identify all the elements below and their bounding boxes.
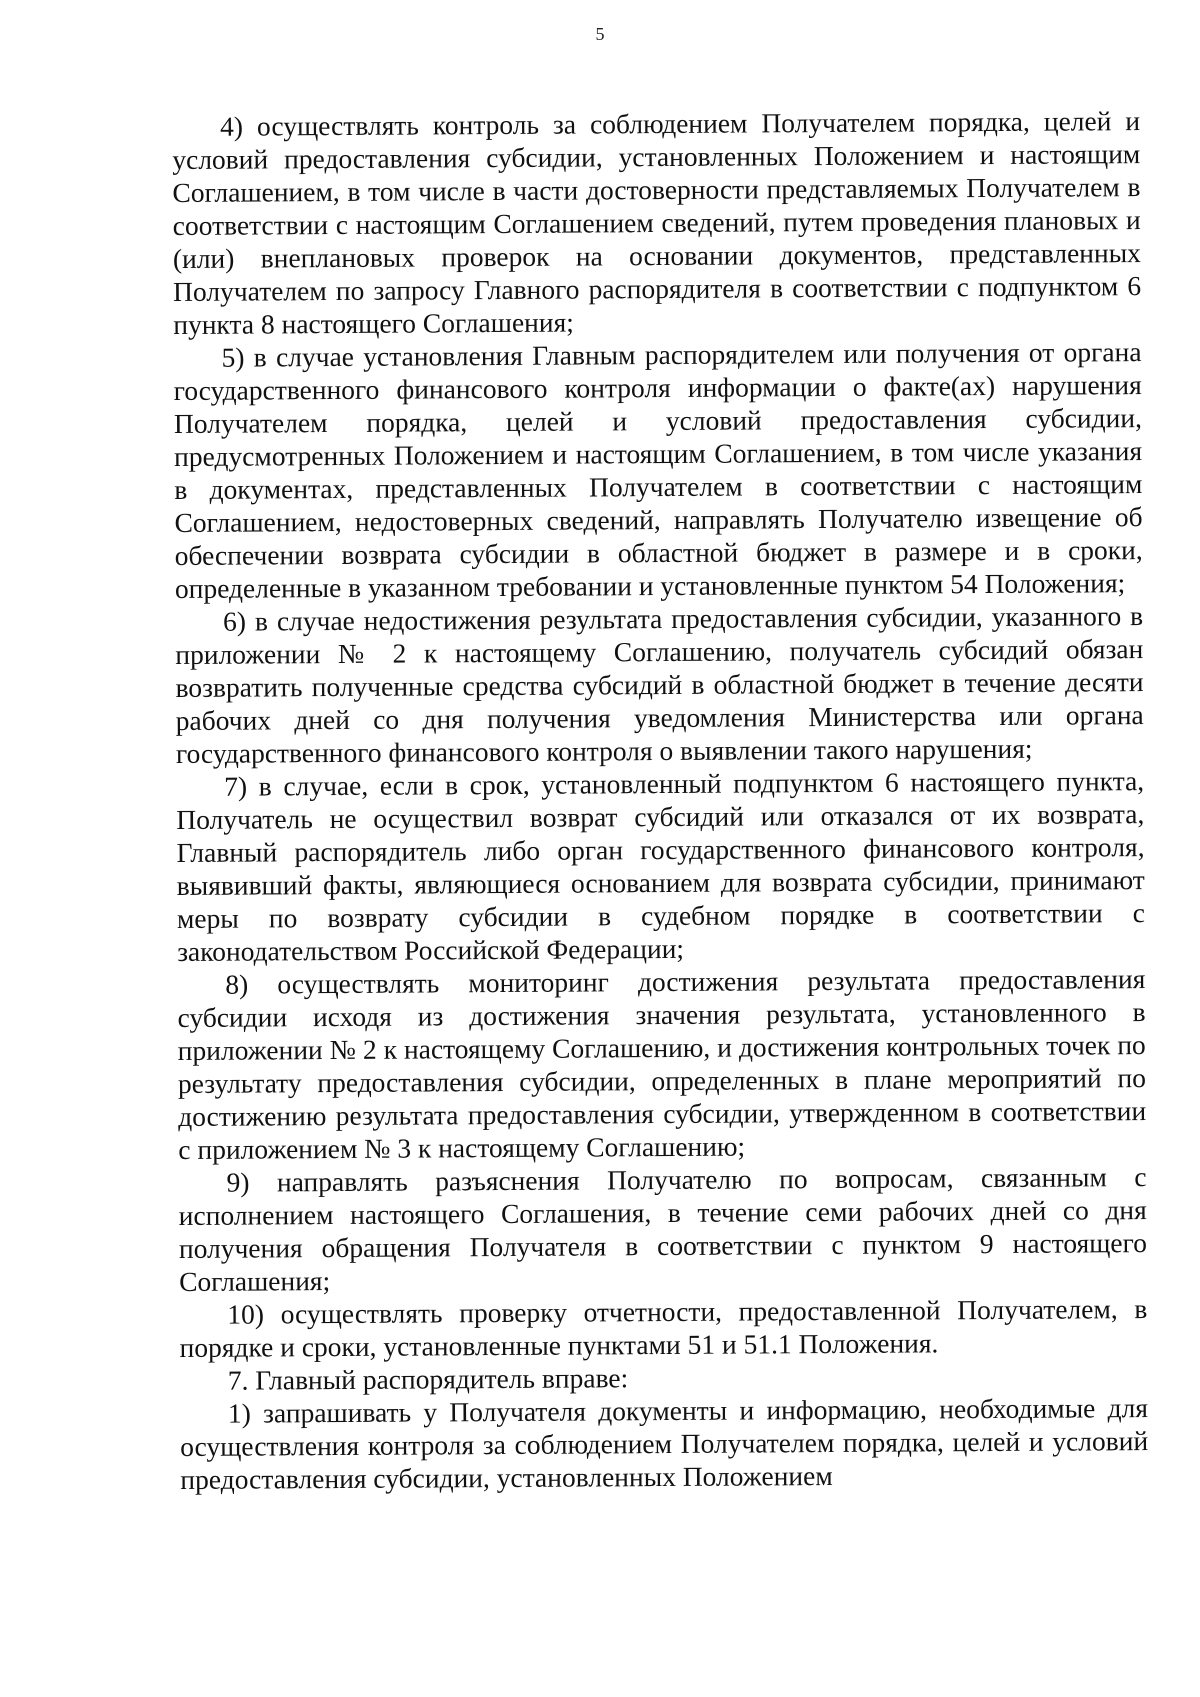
paragraph-item-7: 7) в случае, если в срок, установленный подпунктом 6 настоящего пункта, Получатель не осуществил возврат субсидий или отказался от их возврата, Главный распорядитель либо орган государственного финансового контроля, выявивший факты, являющиеся основанием для возврата субсидии, принимают меры по возврату субсидии в судебном порядке в соответствии с законодательством Российской Федерации; <box>176 765 1146 967</box>
page-number: 5 <box>595 24 605 44</box>
paragraph-item-7-1: 1) запрашивать у Получателя документы и информацию, необходимые для осуществления контроля за соблюдением Получателем порядка, целей и условий предоставления субсидии, установленных Положением <box>180 1392 1149 1495</box>
document-body <box>172 104 1148 1496</box>
section-heading-7: 7. Главный распорядитель вправе: <box>227 1362 629 1396</box>
paragraph-item-6: 6) в случае недостижения результата предоставления субсидии, указанного в приложении № 2 к настоящему Соглашению, получатель субсидий обязан возвратить полученные средства субсидий в областной бюджет в течение десяти рабочих дней со дня получения уведомления Министерства или органа государственного финансового контроля о выявлении такого нарушения; <box>175 600 1144 769</box>
paragraph-item-10: 10) осуществлять проверку отчетности, предоставленной Получателем, в порядке и сроки, установленные пунктами 51 и 51.1 Положения. <box>179 1293 1148 1363</box>
paragraph-item-4: 4) осуществлять контроль за соблюдением Получателем порядка, целей и условий предоставления субсидии, установленных Положением и настоящим Соглашением, в том числе в части достоверности представляемых Получателем в соответствии с настоящим Соглашением сведений, путем проведения плановых и (или) внеплановых проверок на основании документов, представленных Получателем по запросу Главного распорядителя в соответствии с подпунктом 6 пункта 8 настоящего Соглашения; <box>172 105 1142 340</box>
paragraph-item-9: 9) направлять разъяснения Получателю по вопросам, связанным с исполнением настоящего Соглашения, в течение семи рабочих дней со дня получения обращения Получателя в соответствии с пунктом 9 настоящего Соглашения; <box>178 1161 1148 1297</box>
paragraph-item-5: 5) в случае установления Главным распорядителем или получения от органа государственного финансового контроля информации о факте(ах) нарушения Получателем порядка, целей и условий предоставления субсидии, предусмотренных Положением и настоящим Соглашением, в том числе указания в документах, представленных Получателем в соответствии с настоящим Соглашением, недостоверных сведений, направлять Получателю извещение об обеспечении возврата субсидии в областной бюджет в размере и в сроки, определенные в указанном требовании и установленные пунктом 54 Положения; <box>173 336 1143 604</box>
paragraph-item-8: 8) осуществлять мониторинг достижения результата предоставления субсидии исходя из достижения значения результата, установленного в приложении № 2 к настоящему Соглашению, и достижения контрольных точек по результату предоставления субсидии, определенных в плане мероприятий по достижению результата предоставления субсидии, утвержденном в соответствии с приложением № 3 к настоящему Соглашению; <box>177 963 1147 1165</box>
